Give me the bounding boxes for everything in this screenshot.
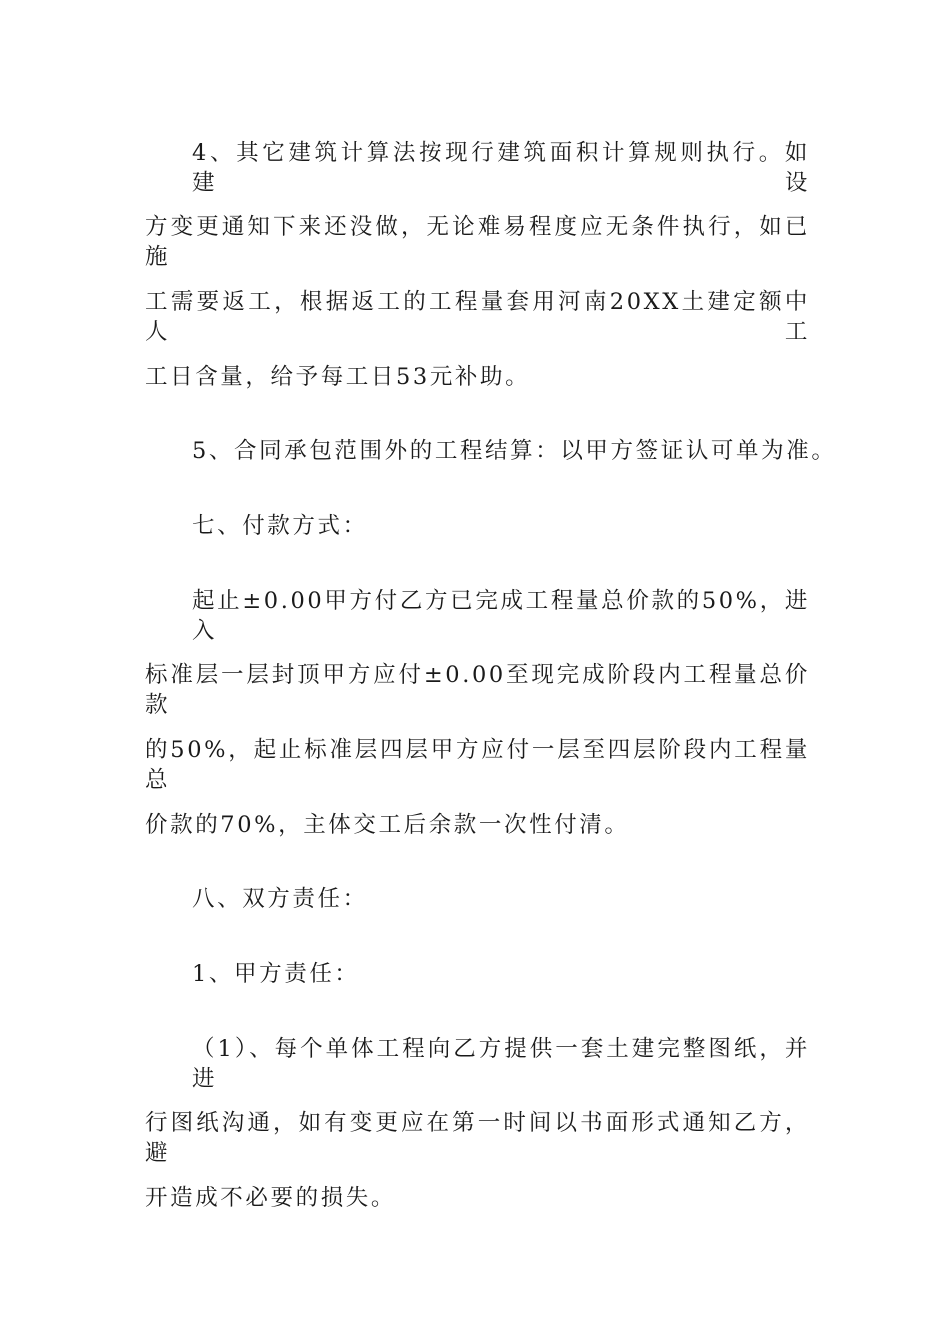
party-a-item-1-line-1: （1）、每个单体工程向乙方提供一套土建完整图纸，并进 [192, 1036, 810, 1092]
section-8-heading: 八、双方责任： [192, 886, 368, 912]
paragraph-4-line-2: 方变更通知下来还没做，无论难易程度应无条件执行，如已施 [145, 214, 810, 270]
paragraph-4-line-1: 4、其它建筑计算法按现行建筑面积计算规则执行。如建设 [192, 140, 810, 196]
party-a-item-1-line-3: 开造成不必要的损失。 [145, 1185, 397, 1211]
payment-line-2: 标准层一层封顶甲方应付±0.00至现完成阶段内工程量总价款 [145, 662, 810, 718]
payment-line-1: 起止±0.00甲方付乙方已完成工程量总价款的50%，进入 [192, 588, 810, 644]
section-7-heading: 七、付款方式： [192, 513, 368, 539]
party-a-heading: 1、甲方责任： [192, 961, 360, 987]
paragraph-5: 5、合同承包范围外的工程结算：以甲方签证认可单为准。 [192, 438, 837, 464]
party-a-item-1-line-2: 行图纸沟通，如有变更应在第一时间以书面形式通知乙方，避 [145, 1110, 810, 1166]
payment-line-4: 价款的70%，主体交工后余款一次性付清。 [145, 812, 630, 838]
payment-line-3: 的50%，起止标准层四层甲方应付一层至四层阶段内工程量总 [145, 737, 810, 793]
paragraph-4-line-3: 工需要返工，根据返工的工程量套用河南20XX土建定额中人工 [145, 289, 810, 345]
paragraph-4-line-4: 工日含量，给予每工日53元补助。 [145, 364, 531, 390]
